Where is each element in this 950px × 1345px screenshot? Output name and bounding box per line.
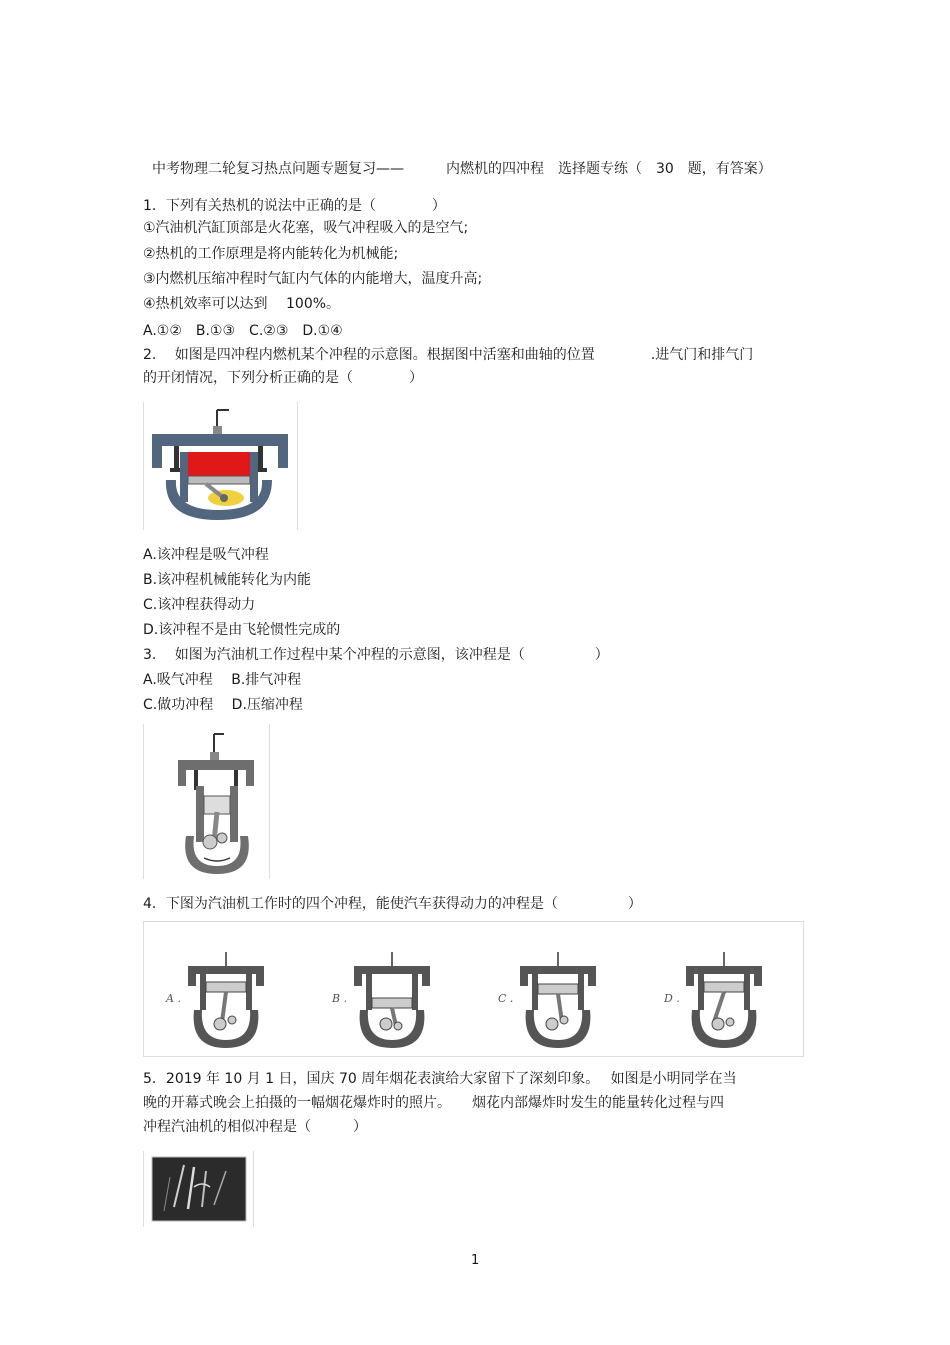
q5-stem-line2: 晚的开幕式晚会上拍摄的一幅烟花爆炸时的照片。 烟花内部爆炸时发生的能量转化过程与四 xyxy=(143,1095,724,1111)
q2-option-c: C.该冲程获得动力 xyxy=(143,597,256,613)
q3-engine-figure xyxy=(143,724,270,879)
q4-label-c: C . xyxy=(498,992,514,1005)
q1-statement-4: ④热机效率可以达到 100%。 xyxy=(143,296,341,312)
q1-statement-3: ③内燃机压缩冲程时气缸内气体的内能增大，温度升高; xyxy=(143,271,483,287)
q2-stem-line2: 的开闭情况，下列分析正确的是（ ） xyxy=(143,370,423,386)
q2-option-a: A.该冲程是吸气冲程 xyxy=(143,547,269,563)
q1-statement-2: ②热机的工作原理是将内能转化为机械能; xyxy=(143,246,399,262)
q3-options-cd: C.做功冲程 D.压缩冲程 xyxy=(143,697,303,713)
q5-stem-line3: 冲程汽油机的相似冲程是（ ） xyxy=(143,1119,367,1135)
q2-stem-line1: 2. 如图是四冲程内燃机某个冲程的示意图。根据图中活塞和曲轴的位置 .进气门和排气门 xyxy=(143,347,754,363)
q4-label-d: D . xyxy=(664,992,680,1005)
q1-options: A.①② B.①③ C.②③ D.①④ xyxy=(143,323,343,339)
q1-statement-1: ①汽油机汽缸顶部是火花塞，吸气冲程吸入的是空气; xyxy=(143,220,469,236)
q2-option-d: D.该冲程不是由飞轮惯性完成的 xyxy=(143,622,341,638)
q4-label-b: B . xyxy=(332,992,348,1005)
document-title: 中考物理二轮复习热点问题专题复习—— 内燃机的四冲程 选择题专练（ 30 题，有答案） xyxy=(152,161,772,177)
q5-stem-line1: 5．2019 年 10 月 1 日，国庆 70 周年烟花表演给大家留下了深刻印象。 如图是小明同学在当 xyxy=(143,1071,737,1087)
q5-fireworks-photo xyxy=(143,1151,254,1227)
q4-stem: 4．下图为汽油机工作时的四个冲程，能使汽车获得动力的冲程是（ ） xyxy=(143,896,642,912)
q1-stem: 1．下列有关热机的说法中正确的是（ ） xyxy=(143,198,446,214)
q3-options-ab: A.吸气冲程 B.排气冲程 xyxy=(143,672,302,688)
q4-label-a: A . xyxy=(166,992,181,1005)
q2-engine-figure xyxy=(143,402,298,530)
q2-option-b: B.该冲程机械能转化为内能 xyxy=(143,572,312,588)
page-number: 1 xyxy=(471,1253,480,1268)
q3-stem: 3. 如图为汽油机工作过程中某个冲程的示意图，该冲程是（ ） xyxy=(143,647,609,663)
q4-four-strokes-figure xyxy=(143,921,804,1057)
